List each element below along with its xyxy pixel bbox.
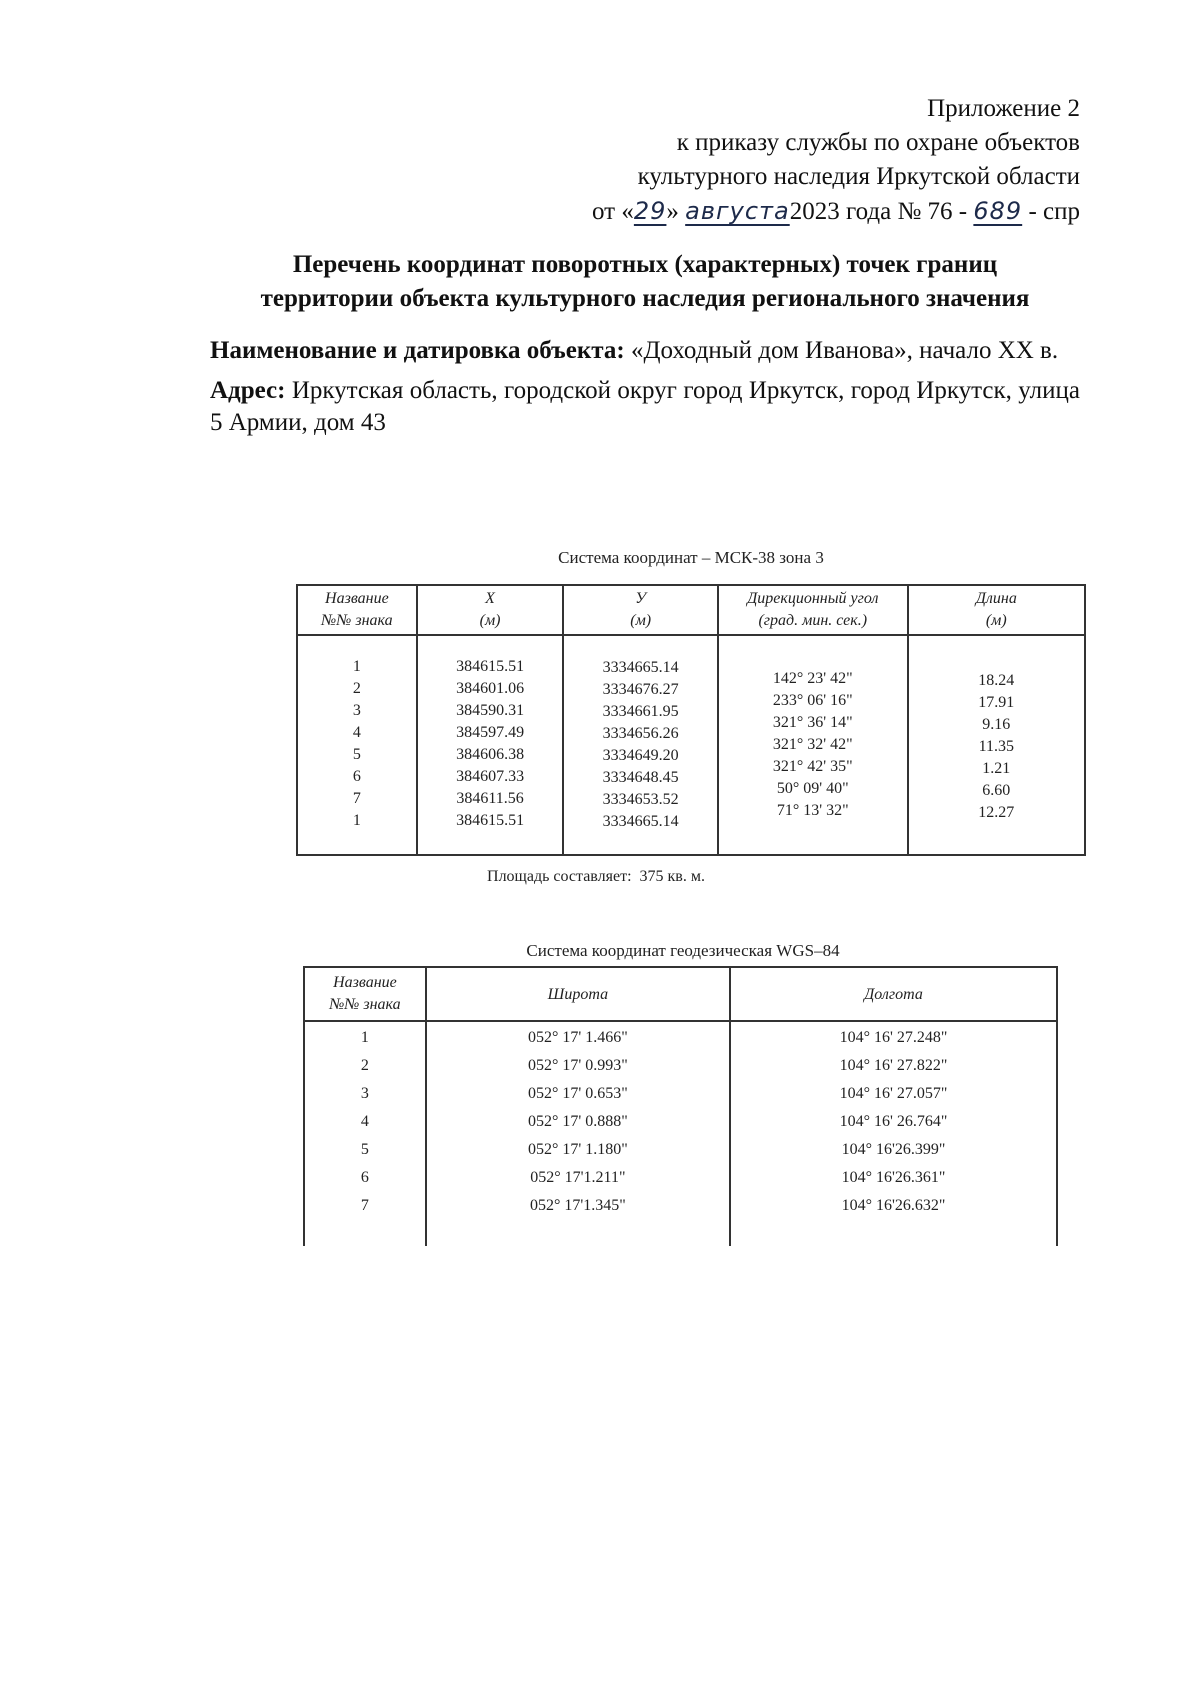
area-line — [296, 868, 896, 886]
object-name-value: «Доходный дом Иванова», начало XX в. — [630, 337, 1059, 364]
list-item: 321° 32' 42" — [772, 736, 853, 753]
list-item: Длина — [975, 590, 1017, 607]
list-item: 7 — [352, 790, 361, 807]
list-item: 17.91 — [978, 694, 1015, 711]
msk-header-angle — [718, 585, 908, 635]
object-info — [210, 335, 1080, 447]
list-item: 5 — [352, 746, 361, 763]
wgs-header-name — [304, 967, 426, 1021]
msk-body-row — [297, 635, 1085, 855]
table-row — [304, 1136, 1057, 1164]
list-item: 6.60 — [982, 782, 1011, 799]
list-item: 4 — [352, 724, 361, 741]
wgs-lon-cell: 104° 16'26.399" — [730, 1136, 1057, 1164]
object-address-value: Иркутская область, городской округ город Иркутск, город Иркутск, улица 5 Армии, дом 43 — [210, 377, 1080, 436]
wgs-header-lat: Широта — [426, 967, 730, 1021]
table-row — [304, 1108, 1057, 1136]
list-item: (град. мин. сек.) — [758, 612, 868, 629]
list-item: Название — [333, 974, 397, 991]
wgs-lon-cell: 104° 16' 27.248" — [730, 1021, 1057, 1052]
list-item: 3334676.27 — [602, 681, 679, 698]
wgs-lat-cell: 052° 17' 0.993" — [426, 1052, 730, 1080]
list-item: 3334665.14 — [602, 659, 679, 676]
appendix-line-1: Приложение 2 — [927, 95, 1080, 122]
wgs-name-cell: 7 — [304, 1192, 426, 1246]
list-item: 3334665.14 — [602, 813, 679, 830]
msk-angle-cell — [718, 635, 908, 855]
appendix-line-2: к приказу службы по охране объектов — [676, 129, 1080, 156]
wgs-lat-cell: 052° 17' 0.888" — [426, 1108, 730, 1136]
wgs-table-body — [304, 1021, 1057, 1246]
date-prefix: от « — [592, 198, 634, 225]
list-item: (м) — [479, 612, 501, 629]
list-item: №№ знака — [329, 996, 401, 1013]
list-item: 233° 06' 16" — [772, 692, 853, 709]
appendix-line-3: культурного наследия Иркутской области — [637, 163, 1080, 190]
table-row — [304, 1080, 1057, 1108]
msk-names-cell — [297, 635, 417, 855]
msk-y-cell — [563, 635, 718, 855]
list-item: Дирекционный угол — [747, 590, 879, 607]
list-item: 321° 36' 14" — [772, 714, 853, 731]
list-item: №№ знака — [321, 612, 393, 629]
msk-header-length — [908, 585, 1085, 635]
wgs-name-cell: 4 — [304, 1108, 426, 1136]
wgs-name-cell: 1 — [304, 1021, 426, 1052]
table-row — [304, 1021, 1057, 1052]
wgs-name-cell: 6 — [304, 1164, 426, 1192]
list-item: 3334648.45 — [602, 769, 679, 786]
list-item: 321° 42' 35" — [772, 758, 853, 775]
table-row — [304, 1192, 1057, 1246]
wgs-header-lon: Долгота — [730, 967, 1057, 1021]
msk-length-cell — [908, 635, 1085, 855]
object-name-label: Наименование и датировка объекта: — [210, 337, 625, 364]
list-item: X — [485, 590, 495, 607]
list-item: 384607.33 — [456, 768, 525, 785]
list-item: 3 — [352, 702, 361, 719]
wgs-lon-cell: 104° 16'26.632" — [730, 1192, 1057, 1246]
order-date-line — [380, 194, 1080, 229]
wgs-lat-cell: 052° 17'1.211" — [426, 1164, 730, 1192]
order-day: 29 — [633, 197, 667, 225]
area-unit: кв. м. — [667, 868, 705, 885]
list-item: 1 — [352, 658, 361, 675]
area-label: Площадь составляет: — [487, 868, 632, 885]
list-item: 3334649.20 — [602, 747, 679, 764]
document-title — [210, 248, 1080, 316]
list-item: 384606.38 — [456, 746, 525, 763]
msk-caption: Система координат – МСК-38 зона 3 — [558, 548, 824, 567]
wgs-header-row — [304, 967, 1057, 1021]
area-value: 375 — [639, 868, 664, 885]
list-item: Название — [325, 590, 389, 607]
date-mid: » — [666, 198, 679, 225]
wgs-caption: Система координат геодезическая WGS–84 — [526, 941, 840, 960]
list-item: 384590.31 — [456, 702, 525, 719]
wgs-name-cell: 3 — [304, 1080, 426, 1108]
title-line-2: территории объекта культурного наследия регионального значения — [260, 285, 1030, 312]
list-item: 6 — [352, 768, 361, 785]
appendix-header — [380, 92, 1080, 229]
list-item: 384597.49 — [456, 724, 525, 741]
title-line-1: Перечень координат поворотных (характерных) точек границ — [292, 251, 998, 278]
order-month: августа — [685, 197, 790, 225]
list-item: 3334653.52 — [602, 791, 679, 808]
wgs-lat-cell: 052° 17' 1.180" — [426, 1136, 730, 1164]
object-address — [210, 375, 1080, 439]
order-year-text: 2023 года № 76 - — [789, 198, 968, 225]
list-item: 50° 09' 40" — [776, 780, 849, 797]
list-item: 71° 13' 32" — [776, 802, 849, 819]
list-item: 142° 23' 42" — [772, 670, 853, 687]
list-item: 384615.51 — [456, 658, 525, 675]
msk-header-row — [297, 585, 1085, 635]
list-item: 18.24 — [978, 672, 1015, 689]
wgs-lat-cell: 052° 17'1.345" — [426, 1192, 730, 1246]
object-name — [210, 335, 1080, 367]
wgs-lat-cell: 052° 17' 1.466" — [426, 1021, 730, 1052]
list-item: 1.21 — [982, 760, 1011, 777]
msk-header-name — [297, 585, 417, 635]
wgs-lon-cell: 104° 16' 27.822" — [730, 1052, 1057, 1080]
table-row — [304, 1052, 1057, 1080]
list-item: (м) — [630, 612, 652, 629]
wgs-lon-cell: 104° 16'26.361" — [730, 1164, 1057, 1192]
list-item: 384601.06 — [456, 680, 525, 697]
list-item: 12.27 — [978, 804, 1015, 821]
list-item: 2 — [352, 680, 361, 697]
list-item: 3334661.95 — [602, 703, 679, 720]
wgs-lat-cell: 052° 17' 0.653" — [426, 1080, 730, 1108]
list-item: 11.35 — [978, 738, 1014, 755]
list-item: 1 — [352, 812, 361, 829]
msk-header-x — [417, 585, 564, 635]
object-address-label: Адрес: — [210, 377, 286, 404]
order-number: 689 — [973, 197, 1023, 225]
list-item: (м) — [985, 612, 1007, 629]
table-row — [304, 1164, 1057, 1192]
list-item: 384611.56 — [456, 790, 524, 807]
wgs-coordinates-table — [303, 966, 1058, 1246]
msk-x-cell — [417, 635, 564, 855]
wgs-name-cell: 2 — [304, 1052, 426, 1080]
wgs-lon-cell: 104° 16' 27.057" — [730, 1080, 1057, 1108]
list-item: У — [635, 590, 647, 607]
wgs-name-cell: 5 — [304, 1136, 426, 1164]
msk-header-y — [563, 585, 718, 635]
list-item: 384615.51 — [456, 812, 525, 829]
list-item: 9.16 — [982, 716, 1011, 733]
list-item: 3334656.26 — [602, 725, 679, 742]
msk-coordinates-table — [296, 584, 1086, 856]
wgs-lon-cell: 104° 16' 26.764" — [730, 1108, 1057, 1136]
order-suffix: - спр — [1028, 198, 1080, 225]
